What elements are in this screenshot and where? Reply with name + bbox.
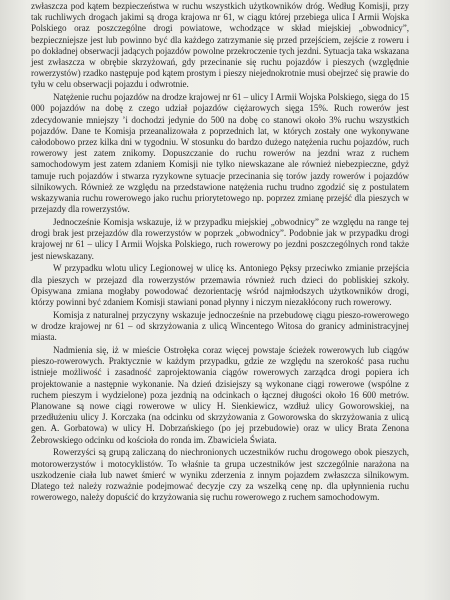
paragraph-1: zwłaszcza pod kątem bezpieczeństwa w ruchu wszystkich użytkowników dróg. Według Komisji, przy tak ruchliwych drogach jakimi są droga krajowa nr 61, w ciągu której przebiega ulica I Armii Wojska Polskiego oraz poszczególne drogi powiatowe, wchodzące w skład miejskiej „obwodnicy”, bezpieczniejsze jest lub powinno być dla każdego zatrzymanie się przed przejściem, zejście z roweru i po dokładnej obserwacji jadących pojazdów powolne przekroczenie tych jezdni. Sytuacja taka wskazana jest zwłaszcza w obrębie skrzyżowań, gdy przecinanie się ruchu pojazdów i pieszych (względnie rowerzystów) rzadko następuje pod kątem prostym i pieszy niejednokrotnie musi obejrzeć się prawie do tyłu w celu obserwacji pojazdu i odwrotnie. <box>31 1 409 90</box>
paragraph-4: W przypadku wlotu ulicy Legionowej w ulicę ks. Antoniego Pęksy przeciwko zmianie przejścia dla pieszych w przejazd dla rowerzystów przemawia również ruch dzieci do pobliskiej szkoły. Opisywana zmiana mogłaby powodować dezorientację wśród najmłodszych użytkowników drogi, którzy powinni być zdaniem Komisji stawiani ponad płynny i niczym niezakłócony ruch rowerowy. <box>31 263 409 308</box>
paragraph-5: Komisja z naturalnej przyczyny wskazuje jednocześnie na przebudowę ciągu pieszo-rowerowego w drodze krajowej nr 61 – od skrzyżowania z ulicą Wincentego Witosa do granicy administracyjnej miasta. <box>31 309 409 343</box>
paragraph-2: Natężenie ruchu pojazdów na drodze krajowej nr 61 – ulicy I Armii Wojska Polskiego, sięga do 15 000 pojazdów na dobę z czego udział pojazdów ciężarowych sięga 15%. Ruch rowerów jest zdecydowanie mniejszy ’i dochodzi jedynie do 500 na dobę co stanowi około 3% ruchu wszystkich pojazdów. Dane te Komisja przeanalizowała z poprzednich lat, w których zostały one wykonywane całodobowo przez kilka dni w tygodniu. W stosunku do bardzo dużego natężenia ruchu pojazdów, ruch rowerowy jest zatem znikomy. Dopuszczanie do ruchu rowerów na jezdni wraz z ruchem samochodowym jest zatem zdaniem Komisji nie tylko niewskazane ale również niebezpieczne, gdyż tamuje ruch pojazdów i stwarza ryzykowne sytuacje przecinania się torów jazdy rowerów i pojazdów silnikowych. Również ze względu na przedstawione natężenia ruchu trudno zgodzić się z postulatem wskazywania ruchu rowerowego jako ruchu priorytetowego np. poprzez zmianę przejść dla pieszych w przejazdy dla rowerzystów. <box>31 92 409 215</box>
paragraph-3: Jednocześnie Komisja wskazuje, iż w przypadku miejskiej „obwodnicy” ze względu na range tej drogi brak jest przejazdów dla rowerzystów w poprzek „obwodnicy”. Podobnie jak w przypadku drogi krajowej nr 61 – ulicy I Armii Wojska Polskiego, ruch rowerowy po jezdni poszczególnych rond także jest niewskazany. <box>31 217 409 261</box>
paragraph-6: Nadmienia się, iż w mieście Ostrołęka coraz więcej powstaje ścieżek rowerowych lub ciągów pieszo-rowerowych. Praktycznie w każdym przypadku, gdzie ze względu na szerokość pasa ruchu istnieje możliwość i zasadność zaprojektowania ciągów rowerowych zarządca drogi popiera ich projektowanie a następnie wykonanie. Na dzień dzisiejszy są wykonane ciągi rowerowe (wspólne z ruchem pieszym i wydzielone) poza jezdnią na odcinkach o łącznej długości około 16 600 metrów. Planowane są nowe ciągi rowerowe w ulicy H. Sienkiewicz, wzdłuż ulicy Goworowskiej, na przedłużeniu ulicy J. Korczaka (na odcinku od skrzyżowania z Goworowska do skrzyżowania z ulicą gen. A. Gorbatowa) w ulicy H. Dobrzańskiego (po jej przebudowie) oraz w ulicy Brata Zenona Żebrowskiego odcinku od kościoła do ronda im. Zbawiciela Świata. <box>31 345 409 445</box>
paragraph-7: Rowerzyści są grupą zaliczaną do niechronionych uczestników ruchu drogowego obok pieszych, motorowerzystów i motocyklistów. To właśnie ta grupa uczestników jest szczególnie narażona na uszkodzenie ciała lub nawet śmierć w wyniku zderzenia z innym pojazdem zwłaszcza silnikowym. Dlatego też należy rozważnie podejmować decyzje czy za wszelką cenę np. dla upłynnienia ruchu rowerowego, należy dopuścić do krzyżowania się ruchu rowerowego z ruchem samochodowym. <box>31 447 409 503</box>
